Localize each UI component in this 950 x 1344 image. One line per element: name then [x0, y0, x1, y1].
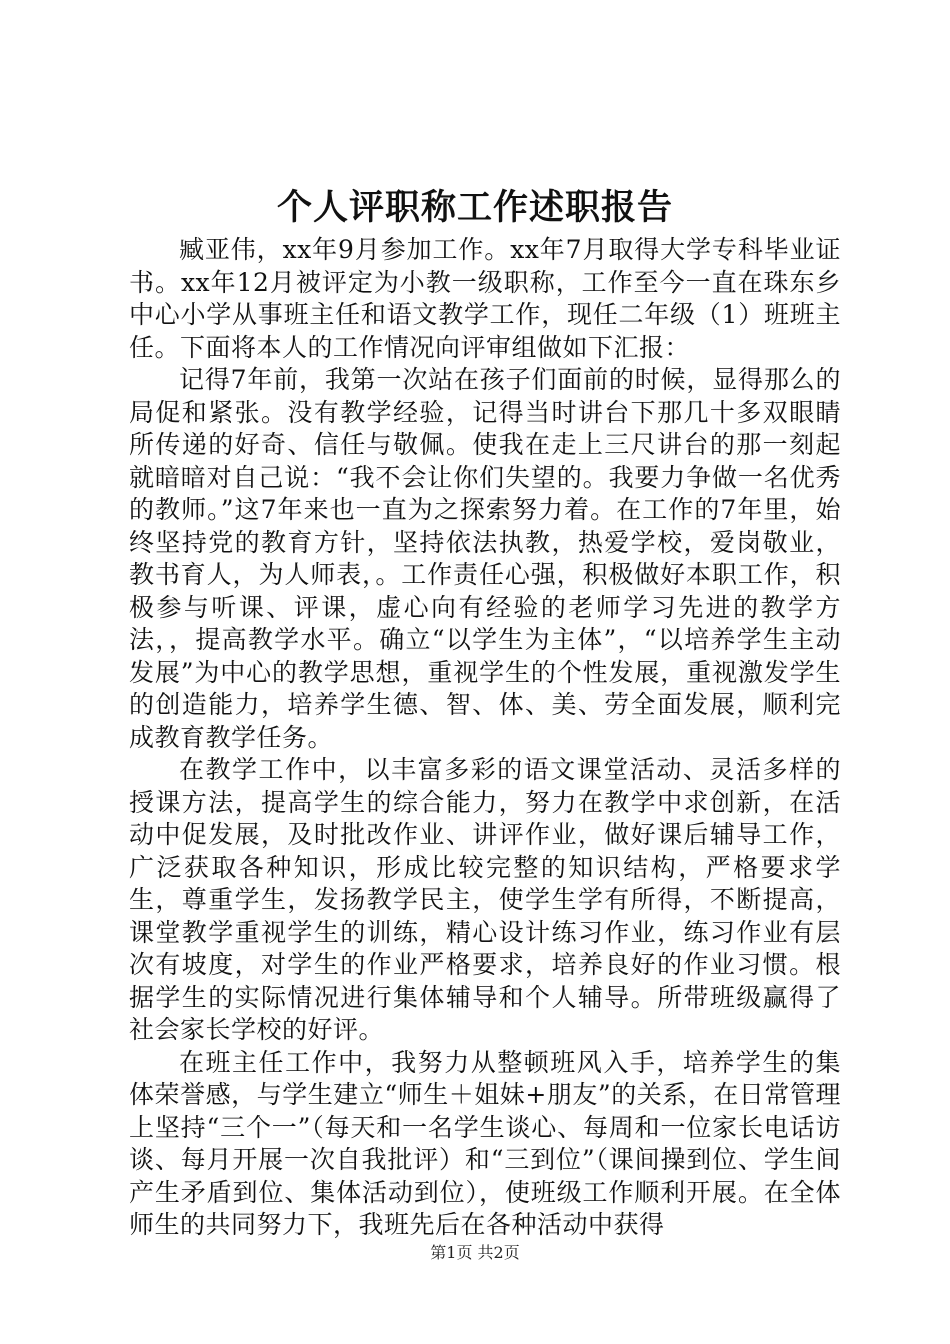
- paragraph: 在教学工作中，以丰富多彩的语文课堂活动、灵活多样的授课方法，提高学生的综合能力，努力在教学中求创新，在活动中促发展，及时批改作业、讲评作业，做好课后辅导工作，广泛获取各种知识，形成比较完整的知识结构，严格要求学生，尊重学生，发扬教学民主，使学生学有所得，不断提高，课堂教学重视学生的训练，精心设计练习作业，练习作业有层次有坡度，对学生的作业严格要求，培养良好的作业习惯。根据学生的实际情况进行集体辅导和个人辅导。所带班级赢得了社会家长学校的好评。: [129, 755, 841, 1044]
- document-title: 个人评职称工作述职报告: [276, 187, 673, 228]
- paragraph: 臧亚伟，xx年9月参加工作。xx年7月取得大学专科毕业证书。xx年12月被评定为小教一级职称，工作至今一直在珠东乡中心小学从事班主任和语文教学工作，现任二年级（1）班班主任。下面将本人的工作情况向评审组做如下汇报：: [129, 235, 841, 362]
- paragraph: 在班主任工作中，我努力从整顿班风入手，培养学生的集体荣誉感，与学生建立“师生＋姐妹+朋友”的关系，在日常管理上坚持“三个一”（每天和一名学生谈心、每周和一位家长电话访谈、每月开展一次自我批评）和“三到位”（课间操到位、学生间产生矛盾到位、集体活动到位），使班级工作顺利开展。在全体师生的共同努力下，我班先后在各种活动中获得: [129, 1047, 841, 1239]
- paragraph: 记得7年前，我第一次站在孩子们面前的时候，显得那么的局促和紧张。没有教学经验，记得当时讲台下那几十多双眼睛所传递的好奇、信任与敬佩。使我在走上三尺讲台的那一刻起就暗暗对自己说：“我不会让你们失望的。我要力争做一名优秀的教师。”这7年来也一直为之探索努力着。在工作的7年里，始终坚持党的教育方针，坚持依法执教，热爱学校，爱岗敬业，教书育人，为人师表，。工作责任心强，积极做好本职工作，积极参与听课、评课，虚心向有经验的老师学习先进的教学方法，，提高教学水平。确立“以学生为主体”，“以培养学生主动发展”为中心的教学思想，重视学生的个性发展，重视激发学生的创造能力，培养学生德、智、体、美、劳全面发展，顺利完成教育教学任务。: [129, 365, 841, 752]
- document-body: [129, 234, 841, 1242]
- page-number-footer: 第1页 共2页: [430, 1243, 520, 1262]
